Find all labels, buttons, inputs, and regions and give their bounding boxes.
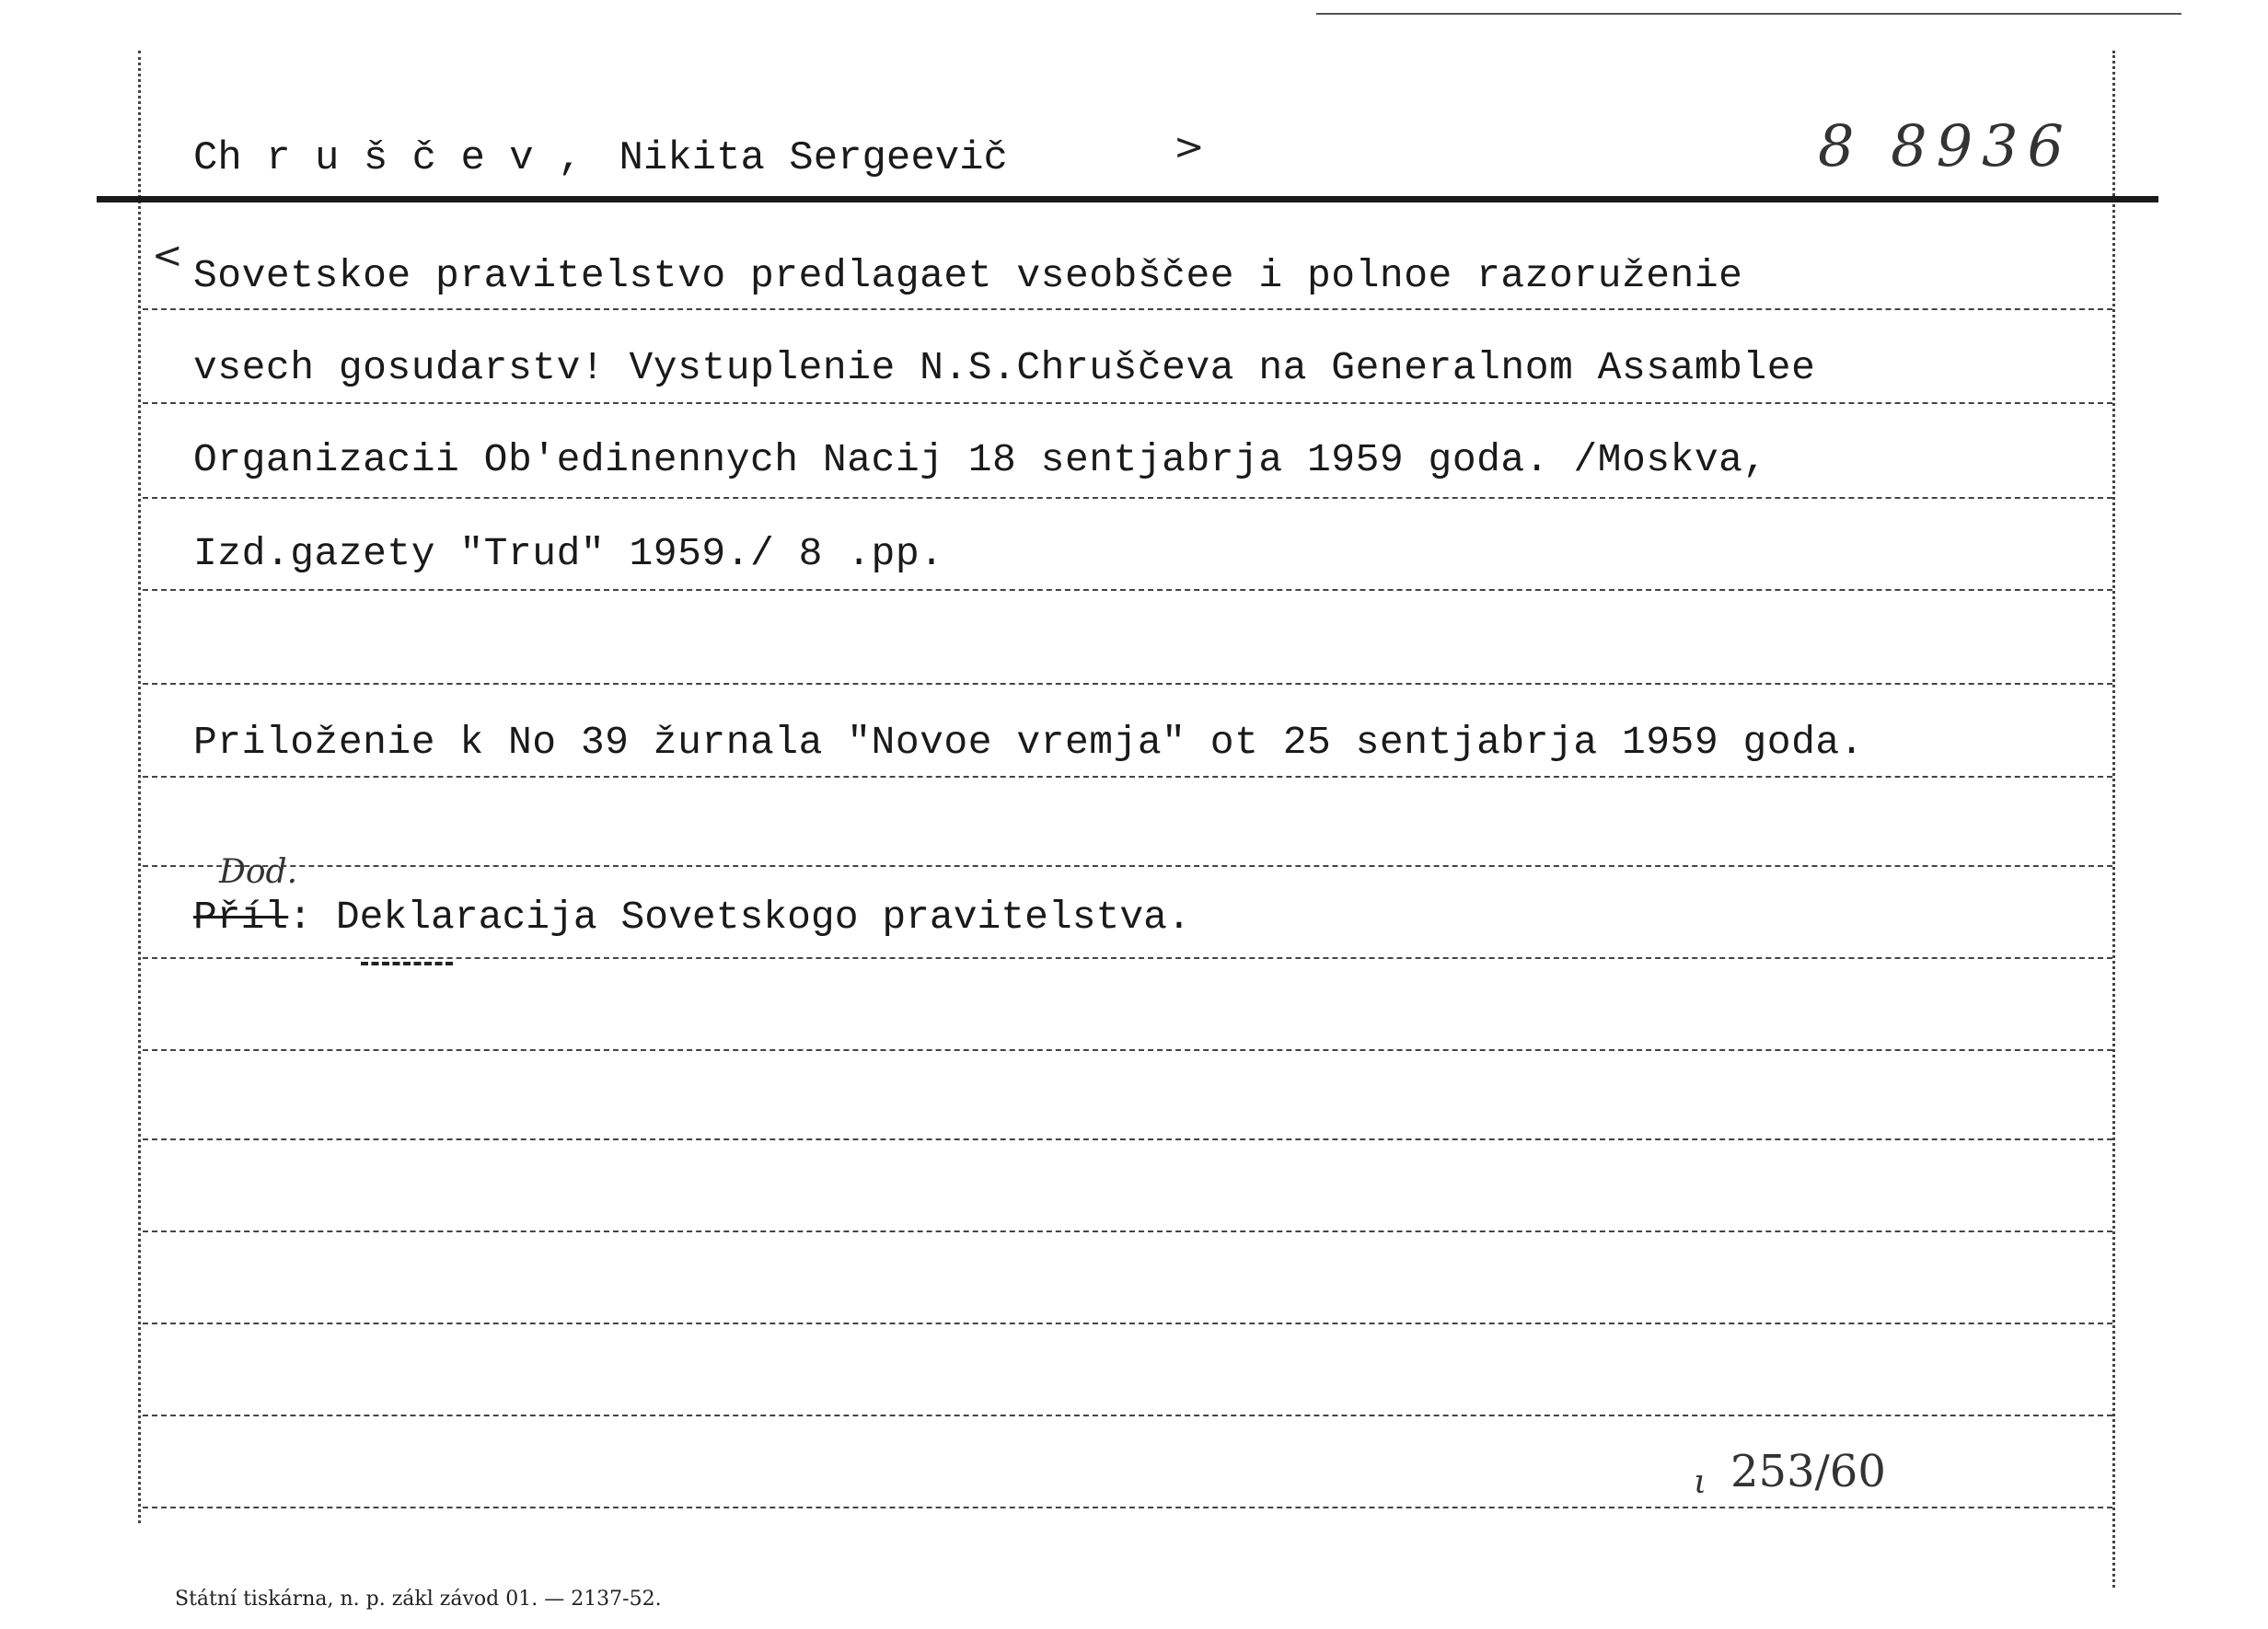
printer-imprint: Státní tiskárna, n. p. zákl závod 01. — 2137-52. [175, 1588, 662, 1611]
ruled-line [143, 957, 2112, 959]
record-line-1: Sovetskoe pravitelstvo predlagaet vseobščee i polnoe razoruženie [193, 253, 1743, 298]
struck-label: Příl [193, 895, 289, 940]
ruled-line [143, 1415, 2112, 1416]
ruled-line [143, 683, 2112, 685]
underline-mark [361, 962, 453, 965]
supplement-note: Priloženie k No 39 žurnala "Novoe vremja" ot 25 sentjabrja 1959 goda. [193, 720, 1864, 765]
ruled-line [143, 1230, 2112, 1232]
author-surname: Ch r u š č e v , [193, 135, 583, 181]
left-margin-line [138, 51, 141, 1523]
ruled-line [143, 308, 2112, 310]
ruled-line [143, 1049, 2112, 1051]
ruled-line [143, 589, 2112, 591]
appendix-text: : Deklaracija Sovetskogo pravitelstva. [288, 895, 1191, 940]
appendix-entry [193, 895, 1191, 940]
ruled-line [143, 1507, 2112, 1508]
ruled-line [143, 1138, 2112, 1140]
record-line-4: Izd.gazety "Trud" 1959./ 8 .pp. [193, 531, 944, 576]
ruled-line [143, 497, 2112, 499]
ruled-line [143, 402, 2112, 404]
ruled-line [143, 776, 2112, 778]
record-line-3: Organizacii Ob'edinennych Nacij 18 sentjabrja 1959 goda. /Moskva, [193, 437, 1767, 482]
right-margin-line [2112, 51, 2115, 1588]
author-heading [193, 135, 1008, 181]
handwritten-correction: Dod. [219, 853, 298, 891]
ruled-line [143, 1323, 2112, 1324]
angle-bracket-mark: < [152, 235, 183, 277]
angle-bracket-mark: > [1174, 126, 1205, 168]
record-line-2: vsech gosudarstv! Vystuplenie N.S.Chruščeva na Generalnom Assamblee [193, 345, 1816, 390]
tick-mark: ι [1694, 1463, 1707, 1501]
ruled-line [143, 865, 2112, 867]
author-given-names: Nikita Sergeevič [619, 135, 1008, 181]
top-edge-rule [1316, 13, 2181, 15]
accession-number: 8 8936 [1818, 112, 2073, 179]
heading-rule [97, 196, 2158, 202]
shelf-mark: 253/60 [1730, 1446, 1886, 1497]
